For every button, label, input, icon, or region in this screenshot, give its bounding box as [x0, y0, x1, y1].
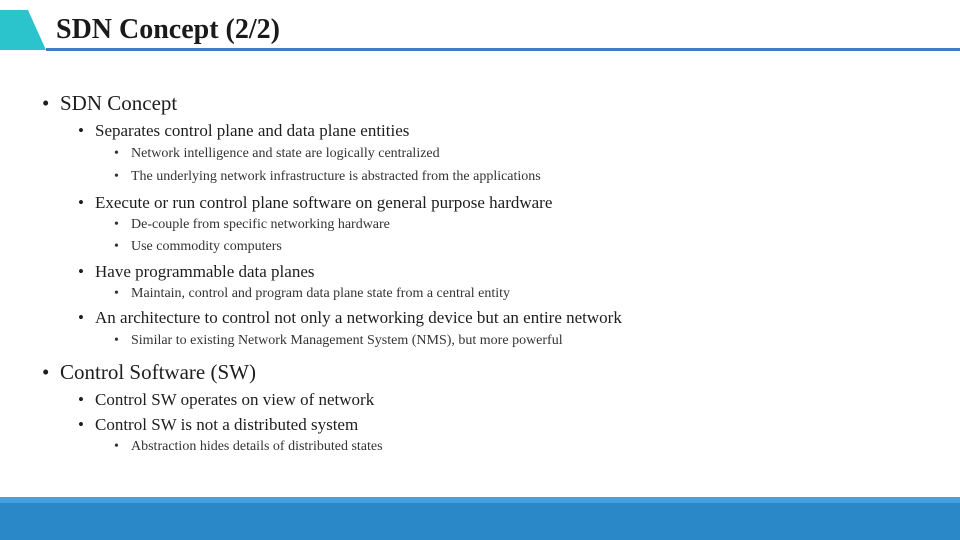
bullet-dot: • — [114, 169, 119, 184]
bullet-text: Use commodity computers — [131, 239, 282, 254]
bullet-dot: • — [114, 217, 119, 232]
bullet-dot: • — [78, 308, 84, 327]
bullet-text: De-couple from specific networking hardware — [131, 217, 390, 232]
bullet-architecture-entire-network — [78, 308, 622, 328]
bullet-general-purpose-hardware — [78, 193, 552, 213]
bullet-text: The underlying network infrastructure is abstracted from the applications — [131, 169, 541, 184]
bullet-text: Control SW is not a distributed system — [95, 415, 359, 434]
bullet-text: SDN Concept — [60, 91, 178, 115]
bullet-dot: • — [78, 415, 84, 434]
bullet-infrastructure-abstracted — [114, 169, 541, 185]
bullet-dot: • — [114, 439, 119, 454]
bullet-control-sw-view — [78, 390, 374, 410]
bullet-dot: • — [42, 360, 50, 384]
bullet-text: Network intelligence and state are logically centralized — [131, 146, 440, 161]
bullet-central-entity — [114, 286, 510, 302]
bullet-dot: • — [78, 193, 84, 212]
bullet-text: An architecture to control not only a networking device but an entire network — [95, 308, 622, 327]
bullet-control-sw-not-distributed — [78, 415, 358, 435]
title-underline — [46, 48, 960, 51]
slide-title: SDN Concept (2/2) — [56, 14, 280, 45]
bullet-network-intelligence — [114, 146, 440, 162]
bullet-control-software — [42, 360, 256, 385]
bullet-separates-planes — [78, 121, 409, 141]
bullet-text: Execute or run control plane software on general purpose hardware — [95, 193, 553, 212]
bullet-text: Control Software (SW) — [60, 360, 256, 384]
bullet-dot: • — [114, 286, 119, 301]
bullet-dot: • — [78, 390, 84, 409]
title-accent-shape — [0, 10, 46, 50]
bullet-dot: • — [114, 239, 119, 254]
bullet-text: Maintain, control and program data plane state from a central entity — [131, 286, 511, 301]
bullet-dot: • — [78, 121, 84, 140]
bullet-text: Control SW operates on view of network — [95, 390, 375, 409]
bullet-text: Similar to existing Network Management System (NMS), but more powerful — [131, 333, 563, 348]
bullet-text: Have programmable data planes — [95, 262, 315, 281]
bullet-commodity-computers — [114, 239, 282, 255]
bullet-dot: • — [114, 333, 119, 348]
bullet-dot: • — [78, 262, 84, 281]
bullet-similar-nms — [114, 333, 563, 349]
bullet-decouple-hardware — [114, 217, 390, 233]
bullet-text: Abstraction hides details of distributed states — [131, 439, 383, 454]
bullet-abstraction-hides — [114, 439, 383, 455]
bullet-text: Separates control plane and data plane entities — [95, 121, 410, 140]
bullet-sdn-concept — [42, 91, 177, 116]
bullet-dot: • — [114, 146, 119, 161]
bullet-dot: • — [42, 91, 50, 115]
bullet-programmable-data-planes — [78, 262, 315, 282]
footer-bar — [0, 503, 960, 540]
